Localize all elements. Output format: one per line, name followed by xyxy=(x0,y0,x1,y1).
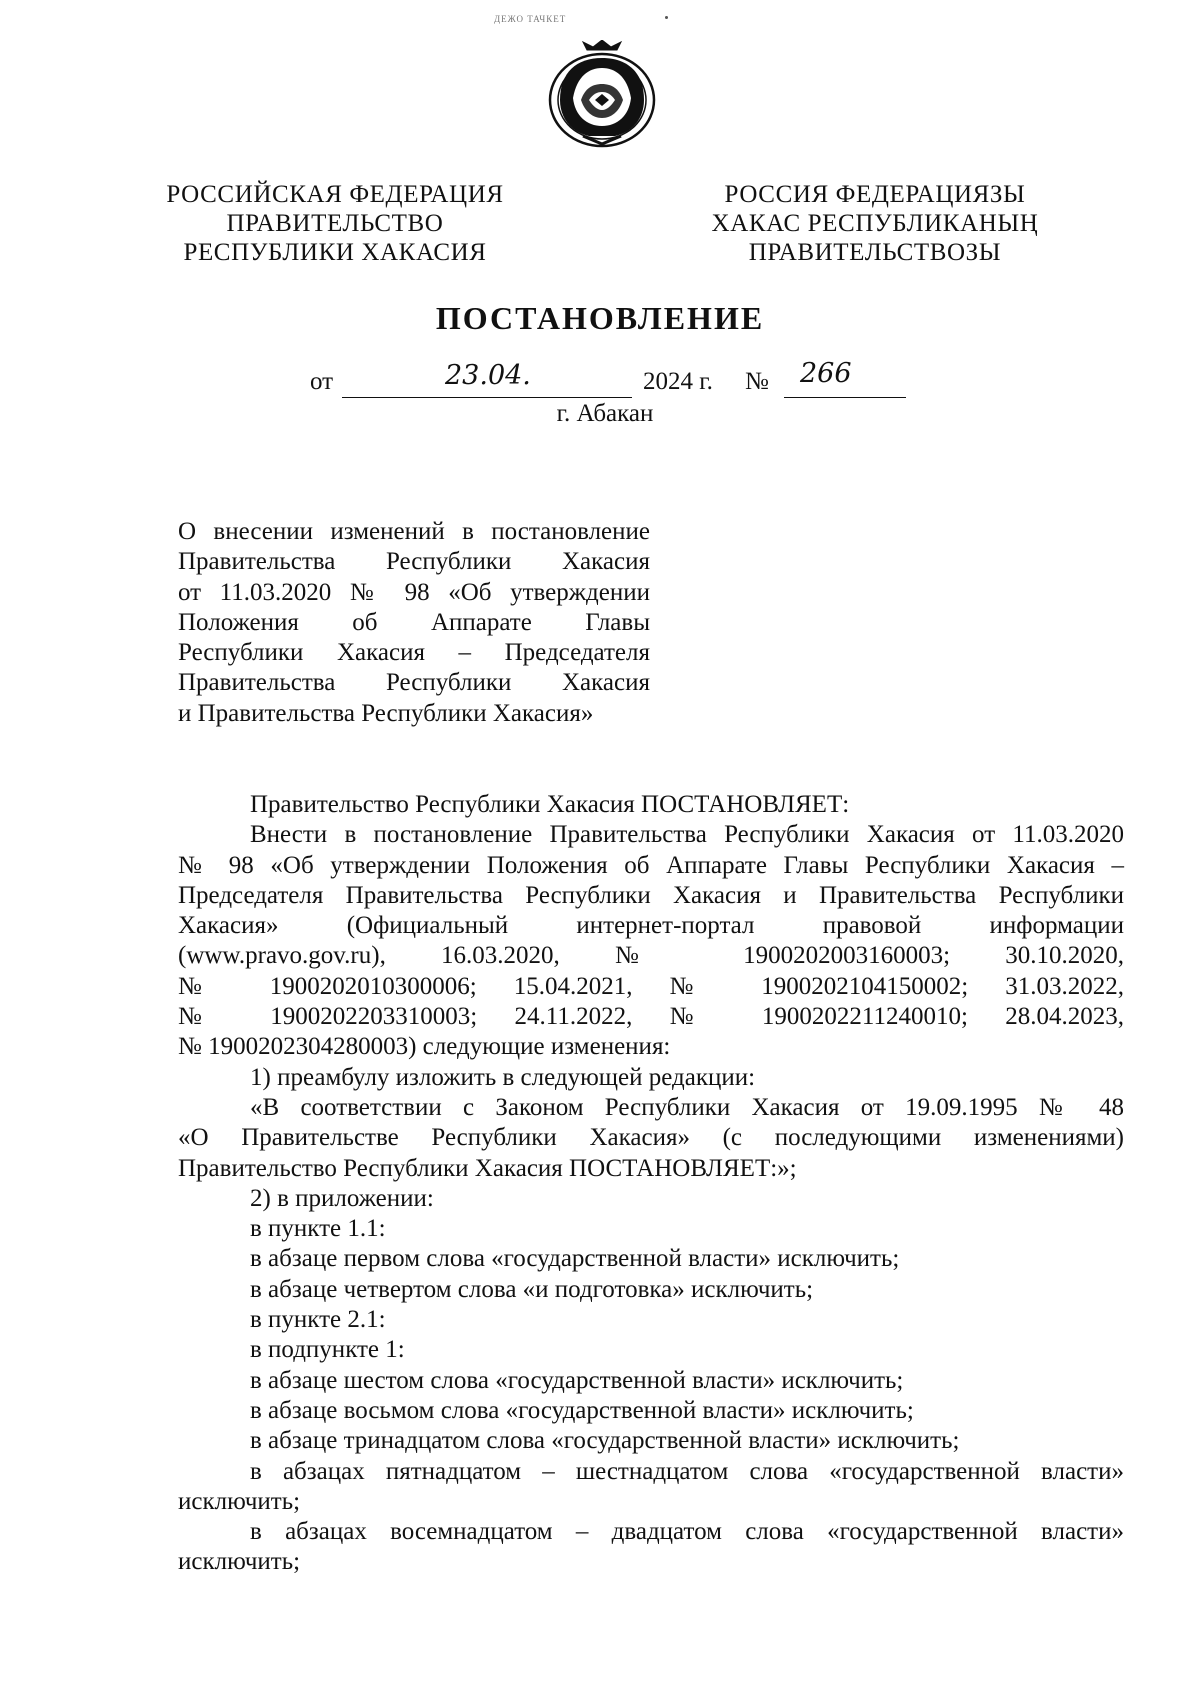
subject-line: Положения об Аппарате Главы xyxy=(178,608,650,636)
header-right-line: ПРАВИТЕЛЬСТВОЗЫ xyxy=(748,239,1002,266)
para-18-20-line: в абзацах восемнадцатом – двадцатом слова «государственной власти» xyxy=(250,1518,1124,1546)
para-18-20-line: исключить; xyxy=(178,1548,301,1576)
item-1-quote-line: Правительство Республики Хакасия ПОСТАНОВЛЯЕТ:»; xyxy=(178,1154,797,1182)
item-2-line: в пункте 2.1: xyxy=(250,1306,386,1334)
main-para-line: Хакасия» (Официальный интернет-портал правовой информации xyxy=(178,912,1124,940)
item-2: 2) в приложении: xyxy=(250,1184,434,1212)
number-underline xyxy=(784,397,906,398)
subject-line: от 11.03.2020 № 98 «Об утверждении xyxy=(178,578,650,606)
city: г. Абакан xyxy=(556,400,654,427)
item-2-line: в абзаце тринадцатом слова «государственной власти» исключить; xyxy=(250,1427,960,1455)
from-label: от xyxy=(310,368,334,395)
coat-of-arms-icon xyxy=(543,40,661,148)
para-15-16-line: в абзацах пятнадцатом – шестнадцатом слова «государственной власти» xyxy=(250,1457,1124,1485)
item-2-line: в подпункте 1: xyxy=(250,1336,405,1364)
subject-line: и Правительства Республики Хакасия» xyxy=(178,699,594,727)
subject-line: О внесении изменений в постановление xyxy=(178,518,650,545)
main-para-line: (www.pravo.gov.ru), 16.03.2020, № 1900202003160003; 30.10.2020, xyxy=(178,942,1124,970)
handwritten-number: 266 xyxy=(800,358,852,389)
item-2-line: в абзаце первом слова «государственной власти» исключить; xyxy=(250,1245,900,1273)
handwritten-date: 23.04. xyxy=(445,360,531,391)
header-right-line: ХАКАС РЕСПУБЛИКАНЫҢ xyxy=(711,210,1039,237)
number-label: № xyxy=(745,368,769,395)
body-text xyxy=(178,790,1124,1578)
main-para-line: № 1900202304280003) следующие изменения: xyxy=(178,1033,671,1061)
date-underline xyxy=(342,397,632,398)
item-2-line: в абзаце шестом слова «государственной власти» исключить; xyxy=(250,1366,904,1394)
para-15-16-line: исключить; xyxy=(178,1487,301,1515)
document-title: ПОСТАНОВЛЕНИЕ xyxy=(435,300,765,336)
item-2-line: в пункте 1.1: xyxy=(250,1215,386,1243)
main-para-line: Внести в постановление Правительства Республики Хакасия от 11.03.2020 xyxy=(250,821,1124,849)
main-para-line: № 98 «Об утверждении Положения об Аппарате Главы Республики Хакасия – xyxy=(178,851,1124,879)
item-2-line: в абзаце четвертом слова «и подготовка» исключить; xyxy=(250,1275,814,1303)
main-para-line: Председателя Правительства Республики Хакасия и Правительства Республики xyxy=(178,881,1124,909)
header-left-line: РЕСПУБЛИКИ ХАКАСИЯ xyxy=(183,239,487,266)
item-2-line: в абзаце восьмом слова «государственной власти» исключить; xyxy=(250,1396,914,1424)
header-left xyxy=(150,180,520,267)
header-left-line: ПРАВИТЕЛЬСТВО xyxy=(226,210,444,237)
subject-block xyxy=(178,517,650,729)
header-left-line: РОССИЙСКАЯ ФЕДЕРАЦИЯ xyxy=(166,181,504,208)
scan-dot xyxy=(665,16,668,19)
subject-line: Правительства Республики Хакасия xyxy=(178,548,650,576)
header-right-line: РОССИЯ ФЕДЕРАЦИЯЗЫ xyxy=(724,181,1026,208)
main-para-line: № 1900202203310003; 24.11.2022, № 1900202211240010; 28.04.2023, xyxy=(178,1003,1124,1031)
main-para-line: № 1900202010300006; 15.04.2021, № 1900202104150002; 31.03.2022, xyxy=(178,972,1124,1000)
year-label: 2024 г. xyxy=(643,368,713,395)
subject-line: Правительства Республики Хакасия xyxy=(178,669,650,697)
header-right xyxy=(690,180,1060,267)
item-1-quote-line: «О Правительстве Республики Хакасия» (с последующими изменениями) xyxy=(178,1124,1124,1152)
item-1: 1) преамбулу изложить в следующей редакции: xyxy=(250,1063,756,1091)
scan-mark: ДЕЖО ТАЧКЕТ xyxy=(494,14,567,24)
subject-line: Республики Хакасия – Председателя xyxy=(178,639,650,667)
decree-intro: Правительство Республики Хакасия ПОСТАНОВЛЯЕТ: xyxy=(250,791,850,818)
item-1-quote-line: «В соответствии с Законом Республики Хакасия от 19.09.1995 № 48 xyxy=(250,1093,1124,1121)
